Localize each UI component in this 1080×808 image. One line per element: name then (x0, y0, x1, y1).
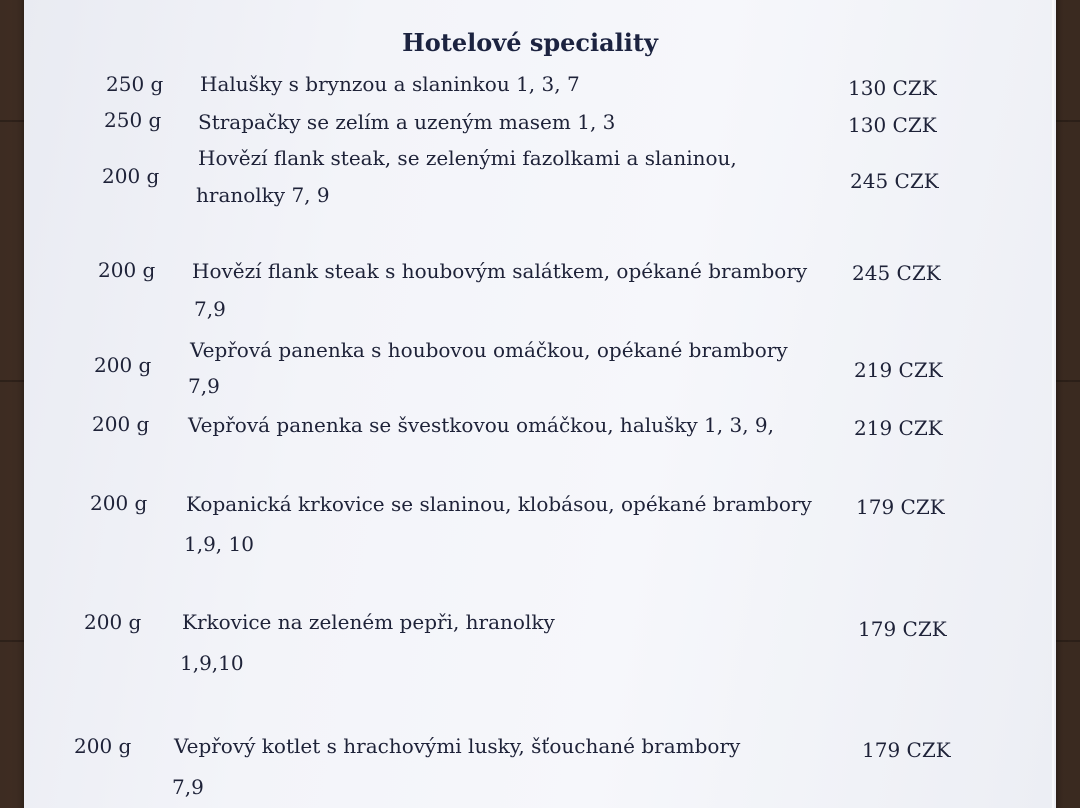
item-price: 179 CZK (862, 738, 951, 762)
item-weight: 200 g (102, 164, 160, 188)
item-price: 130 CZK (848, 113, 937, 137)
item-allergens: 7,9 (194, 297, 226, 321)
item-name: Vepřový kotlet s hrachovými lusky, šťouchané brambory (174, 734, 741, 758)
item-name: Strapačky se zelím a uzeným masem 1, 3 (198, 110, 616, 134)
item-weight: 250 g (106, 72, 164, 96)
item-allergens: 1,9, 10 (184, 532, 254, 556)
item-name: Krkovice na zeleném pepři, hranolky (182, 610, 555, 634)
item-name: Hovězí flank steak, se zelenými fazolkami a slaninou, (198, 146, 737, 170)
item-weight: 200 g (92, 412, 150, 436)
item-allergens: 1,9,10 (180, 651, 244, 675)
item-price: 130 CZK (848, 76, 937, 100)
item-allergens: 7,9 (188, 374, 220, 398)
sleeve-edge (1052, 0, 1054, 808)
item-price: 219 CZK (854, 358, 943, 382)
item-name: Kopanická krkovice se slaninou, klobásou, opékané brambory (186, 492, 812, 516)
item-allergens: hranolky 7, 9 (196, 183, 330, 207)
item-weight: 200 g (74, 734, 132, 758)
item-weight: 200 g (98, 258, 156, 282)
item-price: 245 CZK (850, 169, 939, 193)
menu-title: Hotelové speciality (402, 28, 658, 57)
item-weight: 200 g (90, 491, 148, 515)
item-allergens: 7,9 (172, 775, 204, 799)
item-weight: 250 g (104, 108, 162, 132)
item-price: 245 CZK (852, 261, 941, 285)
item-name: Vepřová panenka s houbovou omáčkou, opékané brambory (190, 338, 788, 362)
item-price: 219 CZK (854, 416, 943, 440)
item-name: Hovězí flank steak s houbovým salátkem, opékané brambory (192, 259, 808, 283)
item-name: Halušky s brynzou a slaninkou 1, 3, 7 (200, 72, 580, 96)
item-weight: 200 g (94, 353, 152, 377)
item-price: 179 CZK (858, 617, 947, 641)
item-name: Vepřová panenka se švestkovou omáčkou, halušky 1, 3, 9, (188, 413, 775, 437)
item-weight: 200 g (84, 610, 142, 634)
item-price: 179 CZK (856, 495, 945, 519)
